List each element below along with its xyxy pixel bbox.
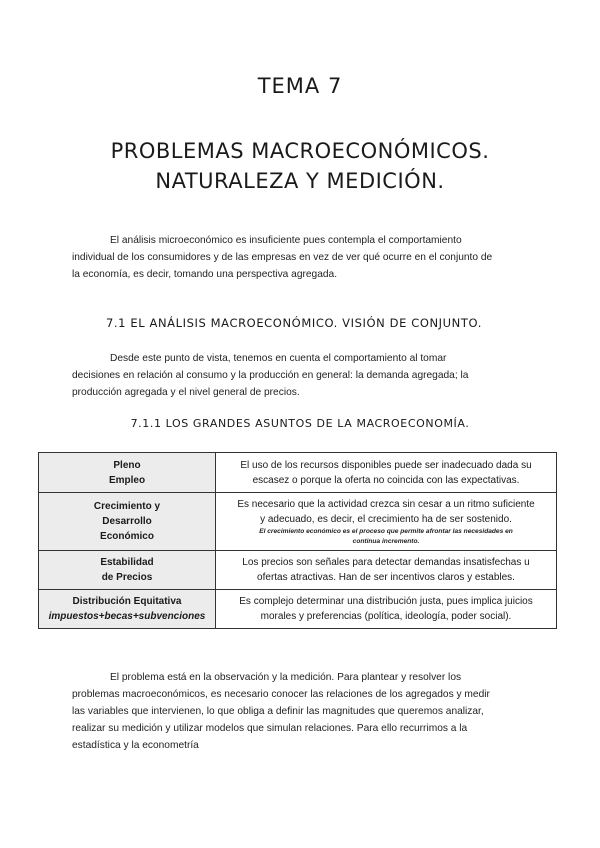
topic-line: Empleo [108, 474, 146, 486]
topic-line: Distribución Equitativa [72, 596, 182, 607]
description-line: ofertas atractivas. Han de ser incentivos claros y estables. [257, 572, 515, 583]
topic-cell [39, 493, 216, 551]
table-row [39, 493, 557, 551]
topic-line: Crecimiento y [93, 501, 161, 512]
topic-line: Desarrollo [102, 516, 152, 527]
description-cell [216, 453, 557, 493]
description-line: Los precios son señales para detectar demandas insatisfechas u [242, 557, 530, 568]
paragraph-line: las variables que intervienen, lo que obliga a definir las magnitudes que queremos analizar, [72, 706, 484, 717]
closing-paragraph [72, 669, 528, 754]
paragraph-line: El problema está en la observación y la medición. Para plantear y resolver los [110, 672, 462, 683]
description-cell [216, 590, 557, 629]
topic-line: Estabilidad [100, 557, 154, 568]
chapter-heading: TEMA 7 [257, 74, 343, 98]
intro-paragraph [72, 232, 528, 283]
paragraph-line: problemas macroeconómicos, es necesario conocer las relaciones de los agregados y medir [72, 689, 490, 700]
description-line: Es complejo determinar una distribución justa, pues implica juicios [239, 596, 533, 607]
topic-line: Económico [100, 531, 154, 542]
subsection-heading: 7.1.1 LOS GRANDES ASUNTOS DE LA MACROECONOMÍA. [130, 417, 470, 430]
description-line: escasez o porque la oferta no coincida con las expectativas. [252, 474, 520, 486]
paragraph-line: estadística y la econometría [72, 740, 199, 751]
description-line: morales y preferencias (política, ideología, poder social). [260, 611, 512, 622]
paragraph-line: Desde este punto de vista, tenemos en cuenta el comportamiento al tomar [110, 353, 447, 364]
paragraph-line: individual de los consumidores y de las empresas en vez de ver qué ocurre en el conjunto de [72, 252, 493, 263]
topic-cell [39, 551, 216, 590]
topic-line: Pleno [113, 459, 141, 471]
section-heading: 7.1 EL ANÁLISIS MACROECONÓMICO. VISIÓN DE CONJUNTO. [106, 316, 482, 330]
description-line: Es necesario que la actividad crezca sin cesar a un ritmo suficiente [237, 498, 535, 510]
paragraph-line: la economía, es decir, tomando una perspectiva agregada. [72, 269, 338, 280]
table-row [39, 453, 557, 493]
table-row [39, 551, 557, 590]
topic-cell [39, 453, 216, 493]
footnote-line: continua incremento. [352, 537, 420, 545]
page-title [0, 136, 600, 196]
paragraph-line: realizar su medición y utilizar modelos que simulan relaciones. Para ello recurrimos a la [72, 723, 468, 734]
title-line-2: NATURALEZA Y MEDICIÓN. [155, 169, 445, 193]
description-line: El uso de los recursos disponibles puede ser inadecuado dada su [240, 459, 532, 471]
description-cell [216, 551, 557, 590]
footnote-line: El crecimiento económico es el proceso que permite afrontar las necesidades en [259, 527, 513, 535]
table-row [39, 590, 557, 629]
section-paragraph [72, 350, 528, 401]
title-line-1: PROBLEMAS MACROECONÓMICOS. [110, 139, 490, 163]
description-line: y adecuado, es decir, el crecimiento ha de ser sostenido. [260, 513, 512, 525]
macro-issues-table [38, 452, 557, 629]
topic-line-italic: impuestos+becas+subvenciones [48, 611, 206, 622]
topic-line: de Precios [101, 572, 153, 583]
paragraph-line: El análisis microeconómico es insuficiente pues contempla el comportamiento [110, 235, 462, 246]
paragraph-line: decisiones en relación al consumo y la producción en general: la demanda agregada; la [72, 370, 469, 381]
paragraph-line: producción agregada y el nivel general de precios. [72, 387, 300, 398]
topic-cell [39, 590, 216, 629]
description-cell [216, 493, 557, 551]
